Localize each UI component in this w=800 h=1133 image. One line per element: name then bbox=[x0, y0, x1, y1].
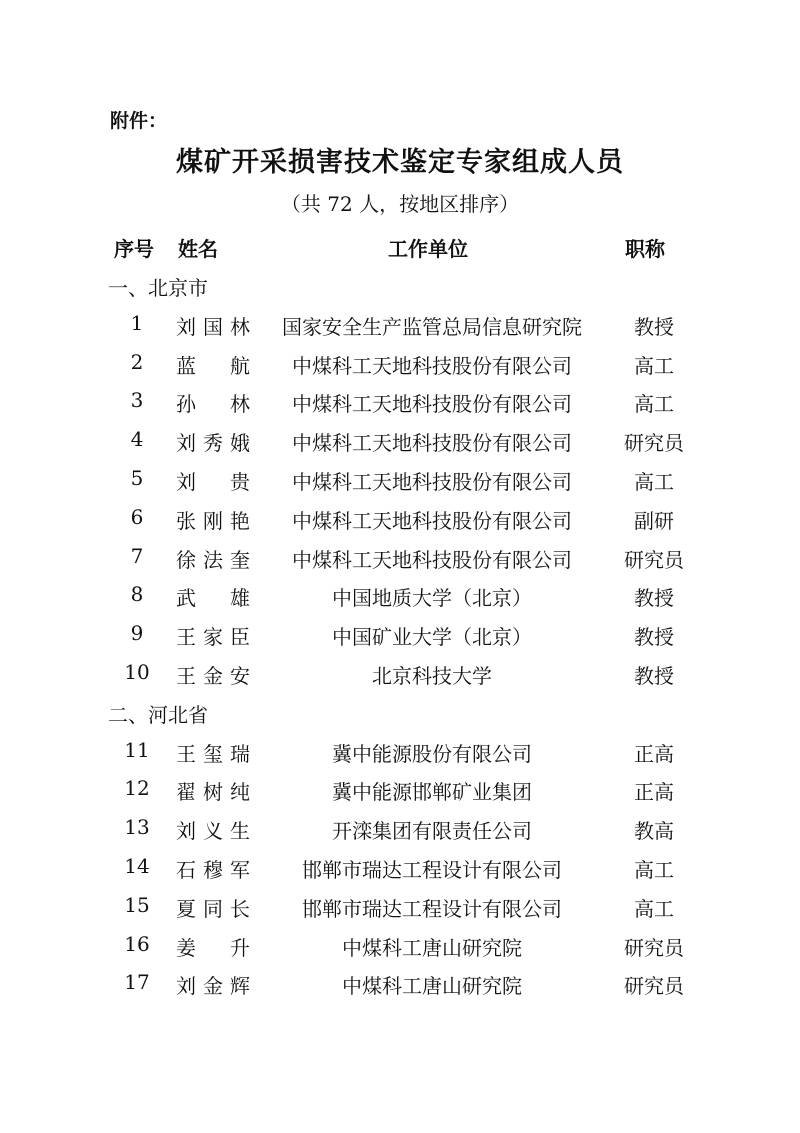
table-row bbox=[0, 466, 800, 496]
cell-no: 3 bbox=[130, 388, 144, 413]
cell-no: 13 bbox=[124, 815, 150, 840]
cell-no: 9 bbox=[130, 621, 144, 646]
table-row bbox=[0, 388, 800, 418]
header-no: 序号 bbox=[114, 237, 154, 261]
page-title: 煤矿开采损害技术鉴定专家组成人员 bbox=[176, 147, 624, 178]
table-row bbox=[0, 893, 800, 923]
cell-title: 研究员 bbox=[624, 935, 684, 960]
cell-no: 14 bbox=[124, 854, 150, 878]
cell-no: 17 bbox=[124, 970, 150, 995]
cell-no: 6 bbox=[130, 504, 144, 529]
cell-name: 王家臣 bbox=[176, 625, 250, 650]
cell-title: 教高 bbox=[634, 819, 674, 844]
table-row bbox=[0, 544, 800, 574]
table-row bbox=[0, 970, 800, 1000]
cell-unit: 冀中能源股份有限公司 bbox=[332, 741, 532, 766]
header-title: 职称 bbox=[625, 237, 665, 261]
cell-name: 翟树纯 bbox=[176, 780, 250, 805]
table-row bbox=[0, 505, 800, 535]
cell-name: 刘国林 bbox=[176, 314, 250, 339]
section-heading: 一、北京市 bbox=[108, 276, 208, 300]
cell-title: 教授 bbox=[634, 625, 674, 650]
cell-name: 刘贵 bbox=[176, 470, 250, 494]
table-row bbox=[0, 660, 800, 690]
cell-unit: 邯郸市瑞达工程设计有限公司 bbox=[302, 858, 562, 882]
cell-title: 副研 bbox=[634, 508, 674, 533]
cell-unit: 中煤科工天地科技股份有限公司 bbox=[292, 508, 572, 533]
cell-name: 蓝航 bbox=[176, 353, 250, 378]
cell-no: 7 bbox=[130, 543, 144, 568]
cell-unit: 中煤科工天地科技股份有限公司 bbox=[292, 353, 572, 378]
table-row bbox=[0, 854, 800, 884]
table-row bbox=[0, 776, 800, 806]
cell-title: 正高 bbox=[634, 741, 674, 766]
cell-title: 高工 bbox=[634, 353, 674, 378]
table-row bbox=[0, 582, 800, 612]
cell-no: 15 bbox=[124, 892, 150, 917]
cell-title: 教授 bbox=[634, 664, 674, 688]
cell-unit: 中煤科工天地科技股份有限公司 bbox=[292, 392, 572, 417]
cell-name: 徐法奎 bbox=[176, 547, 250, 572]
cell-title: 研究员 bbox=[624, 547, 684, 572]
cell-title: 正高 bbox=[634, 780, 674, 805]
attachment-label: 附件： bbox=[110, 110, 168, 132]
section-heading: 二、河北省 bbox=[108, 702, 208, 727]
table-row bbox=[0, 738, 800, 768]
cell-name: 姜升 bbox=[176, 935, 250, 960]
cell-name: 孙林 bbox=[176, 392, 250, 417]
cell-unit: 北京科技大学 bbox=[372, 664, 492, 688]
cell-no: 12 bbox=[124, 776, 150, 801]
cell-title: 高工 bbox=[634, 858, 674, 882]
table-row bbox=[0, 350, 800, 380]
cell-title: 研究员 bbox=[624, 974, 684, 999]
table-row bbox=[0, 621, 800, 651]
cell-name: 武雄 bbox=[176, 586, 250, 611]
cell-unit: 中煤科工唐山研究院 bbox=[342, 935, 522, 960]
cell-unit: 中煤科工唐山研究院 bbox=[342, 974, 522, 999]
cell-name: 石穆军 bbox=[176, 858, 250, 882]
cell-title: 教授 bbox=[634, 314, 674, 339]
table-row bbox=[0, 815, 800, 845]
cell-name: 王玺瑞 bbox=[176, 741, 250, 766]
cell-no: 2 bbox=[130, 349, 144, 374]
cell-unit: 开滦集团有限责任公司 bbox=[332, 819, 532, 844]
cell-name: 刘秀娥 bbox=[176, 431, 250, 456]
cell-no: 5 bbox=[130, 466, 144, 490]
table-row bbox=[0, 427, 800, 457]
cell-no: 1 bbox=[130, 310, 144, 335]
table-row bbox=[0, 932, 800, 962]
cell-title: 高工 bbox=[634, 392, 674, 417]
table-row bbox=[0, 311, 800, 341]
cell-name: 王金安 bbox=[176, 664, 250, 688]
cell-title: 教授 bbox=[634, 586, 674, 611]
cell-unit: 中煤科工天地科技股份有限公司 bbox=[292, 470, 572, 494]
header-name: 姓名 bbox=[178, 237, 218, 261]
cell-title: 研究员 bbox=[624, 431, 684, 456]
cell-unit: 中国矿业大学（北京） bbox=[332, 625, 532, 650]
cell-title: 高工 bbox=[634, 470, 674, 494]
cell-unit: 国家安全生产监管总局信息研究院 bbox=[282, 314, 582, 339]
cell-no: 11 bbox=[124, 737, 150, 762]
cell-no: 16 bbox=[124, 931, 150, 956]
cell-unit: 邯郸市瑞达工程设计有限公司 bbox=[302, 896, 562, 921]
cell-name: 夏同长 bbox=[176, 896, 250, 921]
cell-title: 高工 bbox=[634, 896, 674, 921]
header-unit: 工作单位 bbox=[388, 237, 468, 261]
cell-name: 刘义生 bbox=[176, 819, 250, 844]
cell-no: 4 bbox=[130, 427, 144, 452]
cell-name: 张刚艳 bbox=[176, 508, 250, 533]
cell-no: 8 bbox=[130, 582, 144, 607]
cell-unit: 中煤科工天地科技股份有限公司 bbox=[292, 547, 572, 572]
table-header bbox=[0, 233, 800, 263]
page-subtitle: （共 72 人，按地区排序） bbox=[280, 192, 520, 216]
cell-unit: 中煤科工天地科技股份有限公司 bbox=[292, 431, 572, 456]
cell-unit: 中国地质大学（北京） bbox=[332, 586, 532, 611]
cell-no: 10 bbox=[124, 660, 150, 684]
cell-name: 刘金辉 bbox=[176, 974, 250, 999]
cell-unit: 冀中能源邯郸矿业集团 bbox=[332, 780, 532, 805]
